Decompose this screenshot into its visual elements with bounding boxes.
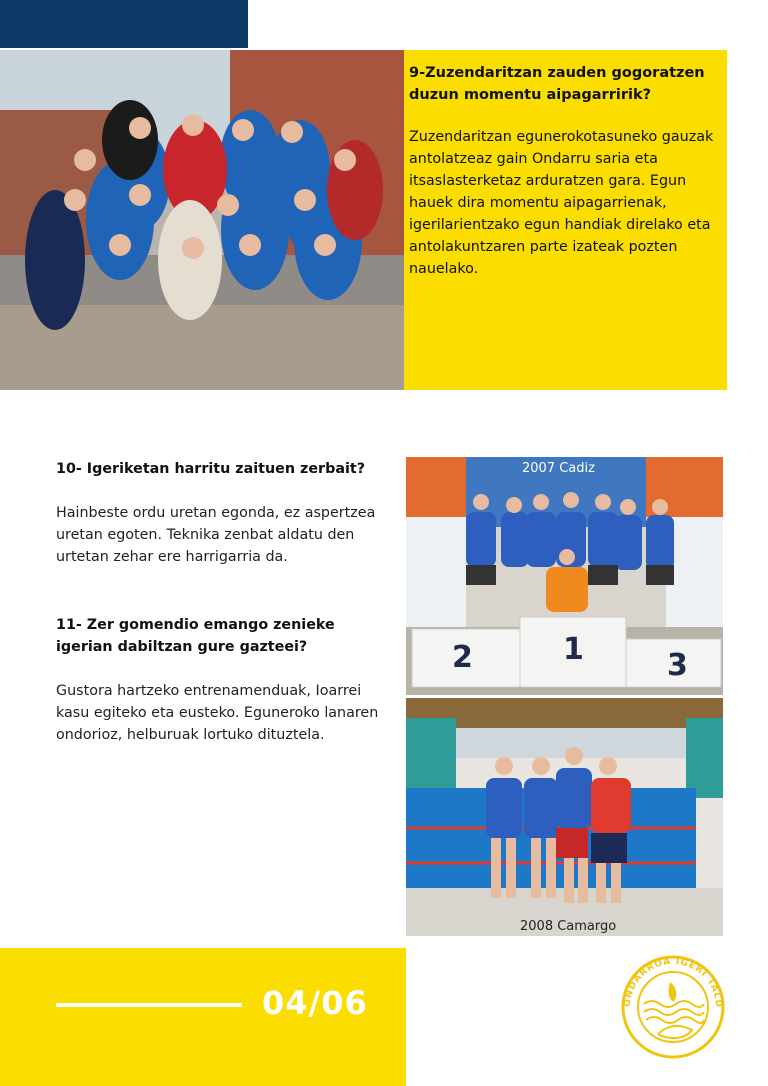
podium-number-1: 1: [563, 632, 584, 667]
page-number: 04/06: [262, 984, 368, 1022]
q9-question: 9-Zuzendaritzan zauden gogoratzen duzun momentu aipagarririk?: [409, 65, 705, 103]
page-divider-line: [56, 1003, 242, 1007]
group-photo: [0, 50, 404, 390]
q11-question: 11- Zer gomendio emango zenieke igerian dabiltzan gure gazteei?: [56, 617, 335, 655]
podium-number-3: 3: [667, 648, 688, 683]
camargo-pool-photo: [406, 698, 723, 936]
club-logo: [620, 954, 726, 1060]
q11-answer: Gustora hartzeko entrenamenduak, Ioarrei kasu egiteko eta eusteko. Eguneroko lanaren ondorioz, helburuak lortuko dituztela.: [56, 683, 379, 743]
podium-number-2: 2: [452, 640, 473, 675]
top-color-bar: [0, 0, 248, 48]
q10-question: 10- Igeriketan harritu zaituen zerbait?: [56, 461, 365, 477]
cadiz-caption: 2007 Cadiz: [522, 461, 595, 476]
svg-text:ONDARROA IGERI TALDEA: ONDARROA IGERI TALD: [622, 956, 724, 1009]
q9-answer: Zuzendaritzan egunerokotasuneko gauzak antolatzeaz gain Ondarru saria eta itsaslasterketaz arduratzen gara. Egun hauek dira momentu aipagarrienak, igerilarientzako egun handiak direlako eta antolakuntzaren parte izateak pozten nauelako.: [409, 129, 714, 277]
q10-answer: Hainbeste ordu uretan egonda, ez aspertzea uretan egoten. Teknika zenbat aldatu den urtetan zehar ere harrigarria da.: [56, 505, 376, 565]
camargo-caption: 2008 Camargo: [520, 919, 617, 934]
